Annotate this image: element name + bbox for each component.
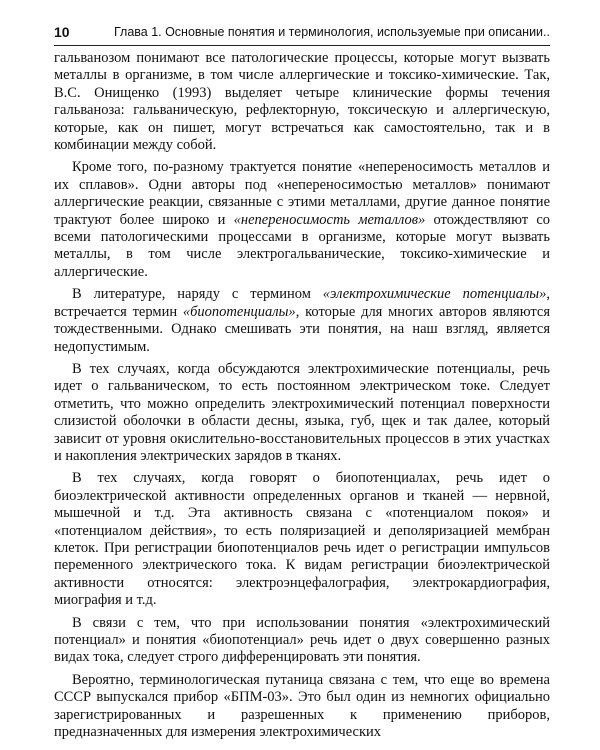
emphasized-term: «непереносимость металлов» [233, 211, 426, 228]
paragraph: Вероятно, терминологическая путаница связана с тем, что еще во времена СССР выпускался прибор «БПМ-03». Это был один из немногих официально зарегистрированных и разрешенных к применению приборов, предназначенных для измерения электрохимических [54, 671, 550, 741]
body-text [54, 50, 550, 741]
paragraph: В литературе, наряду с термином «электрохимические потенциалы», встречается термин «биопотенциалы», которые для многих авторов являются тождественными. Однако смешивать эти понятия, на наш взгляд, является недопустимым. [54, 286, 550, 355]
emphasized-term: «электрохимические потенциалы» [322, 286, 547, 303]
paragraph: В тех случаях, когда говорят о биопотенциалах, речь идет о биоэлектрической активности определенных органов и тканей — нервной, мышечной и т.д. Эта активность связана с «потенциалом покоя» и «потенциалом действия», то есть поляризацией и деполяризацией мембран клеток. При регистрации биопотенциалов речь идет о регистрации импульсов переменного электрического тока. К видам регистрации биоэлектрической активности относятся: электроэнцефалография, электрокардиография, миография и т.д. [54, 470, 550, 609]
paragraph: Кроме того, по-разному трактуется понятие «непереносимость металлов и их сплавов». Одни авторы под «непереносимостью металлов» понимают аллергические реакции, связанные с этими металлами, другие данное понятие трактуют более широко и «непереносимость металлов» отождествляют со всеми патологическими процессами в организме, которые могут вызвать металлы, в том числе электрогальванические, токсико-химические и аллергические. [54, 159, 550, 280]
running-header [54, 16, 550, 46]
page-number: 10 [54, 24, 70, 40]
running-title: Глава 1. Основные понятия и терминология, используемые при описании.. [113, 25, 550, 39]
paragraph: гальванозом понимают все патологические процессы, которые могут вызвать металлы в организме, в том числе аллергические и токсико-химические. Так, В.С. Онищенко (1993) выделяет четыре клинические формы течения гальваноза: гальваническую, рефлекторную, токсическую и аллергическую, которые, как он пишет, могут встречаться как самостоятельно, так и в комбинации между собой. [54, 50, 550, 154]
paragraph: В связи с тем, что при использовании понятия «электрохимический потенциал» и понятия «биопотенциал» речь идет о двух совершенно разных видах тока, следует строго дифференцировать эти понятия. [54, 614, 550, 666]
emphasized-term: «биопотенциалы» [182, 303, 296, 320]
paragraph: В тех случаях, когда обсуждаются электрохимические потенциалы, речь идет о гальваническом, то есть постоянном электрическом токе. Следует отметить, что можно определить электрохимический потенциал поверхности слизистой оболочки в области десны, языка, губ, щек и так далее, который зависит от уровня окислительно-восстановительных процессов в этих участках и накопления электрических зарядов в тканях. [54, 360, 550, 464]
